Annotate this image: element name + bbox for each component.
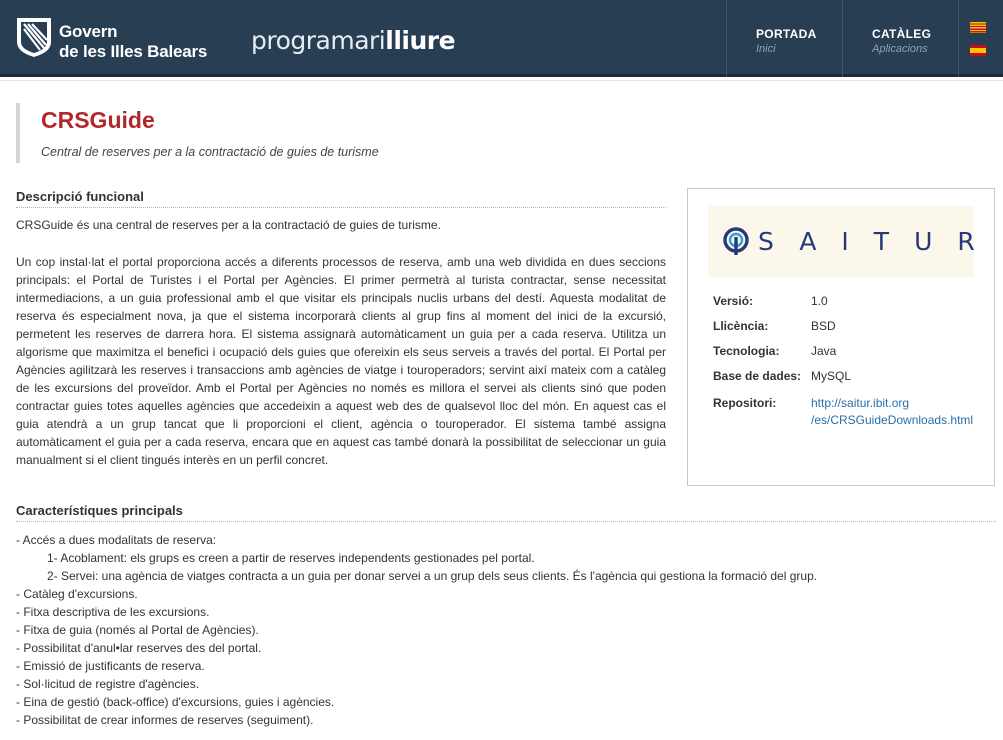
feature-item: - Fitxa de guia (només al Portal de Agències). <box>16 623 259 637</box>
feature-item: - Possibilitat de crear informes de reserves (seguiment). <box>16 713 314 727</box>
version-value: 1.0 <box>811 294 828 308</box>
technology-value: Java <box>811 344 837 358</box>
nav-portada[interactable] <box>726 0 842 77</box>
license-value: BSD <box>811 319 836 333</box>
description-paragraph-1: CRSGuide és una central de reserves per a la contractació de guies de turisme. <box>16 218 441 232</box>
saitur-logo-icon <box>723 227 749 257</box>
features-heading: Característiques principals <box>16 503 996 522</box>
technology-label: Tecnologia: <box>713 344 780 358</box>
government-shield-icon[interactable] <box>14 16 54 58</box>
repository-value <box>811 395 973 429</box>
project-info-box <box>687 188 1000 486</box>
feature-item: - Accés a dues modalitats de reserva: <box>16 533 217 547</box>
gov-line-1: Govern <box>59 22 118 41</box>
feature-item: - Fitxa descriptiva de les excursions. <box>16 605 210 619</box>
repository-link-line-2[interactable]: /es/CRSGuideDownloads.html <box>811 413 974 427</box>
saitur-logo <box>708 206 1000 277</box>
database-label: Base de dades: <box>713 369 802 383</box>
title-block <box>16 103 466 163</box>
nav-portada-title: PORTADA <box>756 27 817 41</box>
government-name[interactable] <box>59 22 207 62</box>
version-label: Versió: <box>713 294 754 308</box>
nav-cataleg-subtitle: Aplicacions <box>872 43 928 55</box>
catalan-flag-icon[interactable] <box>970 22 986 33</box>
programari-lliure-logo[interactable] <box>251 26 455 55</box>
nav-cataleg-title: CATÀLEG <box>872 27 932 41</box>
page-title: CRSGuide <box>41 107 155 133</box>
logo-part-1: programari <box>251 26 386 55</box>
feature-item: - Possibilitat d'anul•lar reserves des del portal. <box>16 641 262 655</box>
database-value: MySQL <box>811 369 852 383</box>
feature-item: - Catàleg d'excursions. <box>16 587 138 601</box>
nav-cataleg[interactable] <box>842 0 958 77</box>
description-heading: Descripció funcional <box>16 189 666 208</box>
saitur-logo-text: SAITUR <box>758 227 1000 256</box>
repository-label: Repositori: <box>713 396 777 410</box>
feature-item: - Eina de gestió (back-office) d'excursions, guies i agències. <box>16 695 335 709</box>
page-subtitle: Central de reserves per a la contractació de guies de turisme <box>41 145 379 159</box>
logo-part-2: lliure <box>385 26 456 55</box>
repository-link-line-1[interactable]: http://saitur.ibit.org <box>811 396 910 410</box>
feature-subitem: 1- Acoblament: els grups es creen a partir de reserves independents gestionades pel portal. <box>47 551 535 565</box>
description-paragraph-2: Un cop instal·lat el portal proporciona accés a diferents processos de reserva, amb una web dividida en dues seccions principals: el Portal de Turistes i el Portal per Agències. El primer permetrà al turista contractar, sense necessitat intermediacions, a un guia professional amb el que visitar els principals nuclis urbans del destí. Aquesta modalitat de reserva és especialment nova, ja que el sistema incorporarà clients al grup fins al moment del inici de la excursió, permetent les reserves de darrera hora. El sistema assignarà automàticament un guia per a cada reserva. Utilitza un algorisme que maximitza el benefici i ocupació dels guies que ofereixin els seus serveis a través del portal. El Portal per Agències agilitzarà les reserves i transaccions amb agències de viatge i touroperadors; servint així mateix com a catàleg de les excursions del proveïdor. Amb el Portal per Agències no només es millora el servei als clients sinó que poden contractar guies totes aquelles agències que accedeixin a aquest web des de qualsevol lloc del món. En aquest cas el guia atendrà a un grup tancat que li proporcioni el client, agència o touroperador. El sistema també assigna automàticament el guia per a cada reserva, encara que en aquest cas també donarà la possibilitat de seleccionar un guia manualment si el client tingués interès en un perfil concret. <box>16 255 666 467</box>
language-selector <box>958 0 1003 77</box>
feature-item: - Emissió de justificants de reserva. <box>16 659 205 673</box>
header-bar <box>0 0 1003 77</box>
feature-item: - Sol·licitud de registre d'agències. <box>16 677 200 691</box>
header-divider <box>0 80 1003 81</box>
license-label: Llicència: <box>713 319 769 333</box>
spanish-flag-icon[interactable] <box>970 45 986 56</box>
nav-portada-subtitle: Inici <box>756 43 776 55</box>
gov-line-2: de les Illes Balears <box>59 42 208 61</box>
feature-subitem: 2- Servei: una agència de viatges contracta a un guia per donar servei a un grup dels seus clients. És l'agència qui gestiona la formació del grup. <box>47 569 818 583</box>
